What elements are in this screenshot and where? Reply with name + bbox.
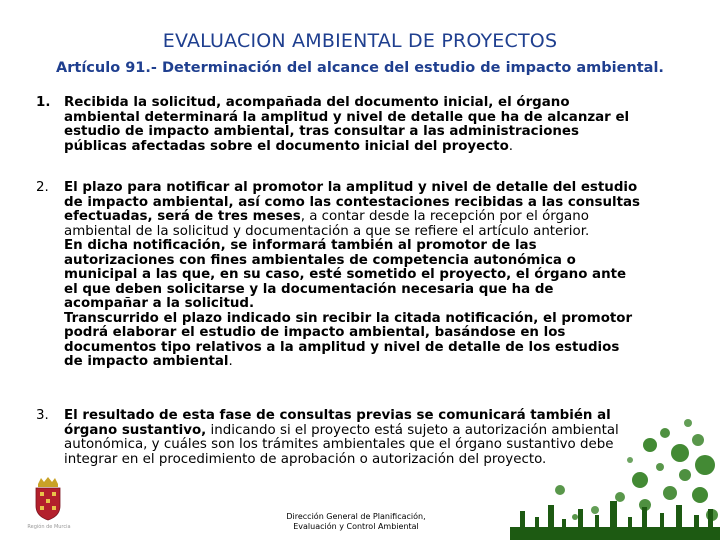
article-line — [64, 341, 680, 356]
text-segment: municipal a las que, en su caso, esté sometido el proyecto, el órgano ante — [64, 267, 627, 282]
text-segment: autorizaciones con fines ambientales de competencia autonómica o — [64, 252, 576, 268]
text-segment: Transcurrido el plazo indicado sin recibir la citada notificación, el promotor — [64, 310, 633, 326]
footer-department — [266, 512, 446, 532]
text-segment: indicando si el proyecto está sujeto a autorización ambiental — [206, 422, 619, 438]
article-line — [64, 210, 680, 225]
article-line — [64, 297, 680, 312]
article-line — [64, 181, 680, 196]
text-segment: efectuadas, será de tres meses — [64, 209, 301, 224]
article-item-2 — [30, 181, 680, 370]
article-text — [64, 181, 680, 370]
text-segment: integrar en el procedimiento de aprobación o autorización del proyecto. — [64, 451, 547, 467]
text-segment: documentos tipo relativos a la amplitud y nivel de detalle de los estudios — [64, 339, 620, 355]
text-segment: de impacto ambiental — [64, 354, 229, 369]
article-number: 2. — [36, 180, 49, 195]
text-segment: de impacto ambiental, así como las contestaciones recibidas a las consultas — [64, 194, 641, 210]
text-segment: ambiental de la solicitud y documentación a que se refiere el artículo anterior. — [64, 223, 590, 239]
article-line — [64, 283, 680, 298]
text-segment: ambiental determinará la amplitud y nivel de detalle que ha de alcanzar el — [64, 109, 630, 125]
article-line — [64, 268, 680, 283]
text-segment: estudio de impacto ambiental, tras consultar a las administraciones — [64, 124, 579, 139]
text-segment: . — [228, 354, 233, 369]
text-segment: El resultado de esta fase de consultas previas se comunicará también al — [64, 408, 611, 423]
article-line — [64, 225, 680, 240]
footer-line: Evaluación y Control Ambiental — [293, 522, 419, 531]
text-segment: autonómica, y cuáles son los trámites ambientales que el órgano sustantivo debe — [64, 437, 614, 452]
text-segment: órgano sustantivo, — [64, 422, 207, 438]
article-number: 1. — [36, 95, 51, 110]
text-segment: , a contar desde la recepción por el órgano — [300, 209, 589, 224]
footer-line: Dirección General de Planificación, — [286, 512, 426, 521]
text-segment: podrá elaborar el estudio de impacto ambiental, basándose en los — [64, 325, 566, 340]
article-heading: Artículo 91.- Determinación del alcance del estudio de impacto ambiental. — [56, 60, 664, 76]
article-line — [64, 96, 680, 111]
article-line — [64, 140, 680, 155]
article-line — [64, 196, 680, 211]
article-text — [64, 96, 680, 154]
text-segment: Recibida la solicitud, acompañada del documento inicial, el órgano — [64, 95, 570, 110]
page-title: EVALUACION AMBIENTAL DE PROYECTOS — [162, 30, 558, 52]
article-item-1 — [30, 96, 680, 154]
crest-label: Región de Murcia — [27, 524, 71, 530]
article-line — [64, 355, 680, 370]
text-segment: públicas afectadas sobre el documento inicial del proyecto — [64, 138, 509, 154]
article-line — [64, 239, 680, 254]
text-segment: acompañar a la solicitud. — [64, 296, 255, 311]
text-segment: En dicha notificación, se informará también al promotor de las — [64, 238, 537, 253]
nature-decoration-icon — [500, 405, 720, 540]
text-segment: el que deben solicitarse y la documentación necesaria que ha de — [64, 281, 554, 297]
article-line — [64, 326, 680, 341]
article-line — [64, 254, 680, 269]
article-line — [64, 111, 680, 126]
article-line — [64, 125, 680, 140]
text-segment: El plazo para notificar al promotor la amplitud y nivel de detalle del estudio — [64, 180, 638, 195]
article-line — [64, 312, 680, 327]
article-number: 3. — [36, 408, 49, 423]
text-segment: . — [508, 138, 514, 154]
